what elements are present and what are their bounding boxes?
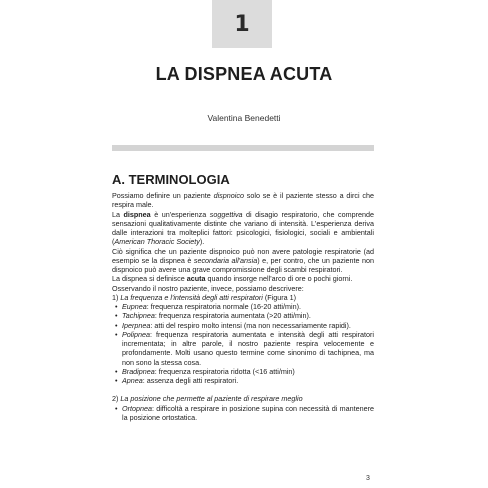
- text-run: La: [112, 209, 124, 219]
- definition: : difficoltà a respirare in posizione supina con necessità di mantenere la posizione ortostatica.: [122, 403, 374, 422]
- page-number: 3: [366, 475, 370, 482]
- italic-term: soggettiva: [209, 209, 243, 219]
- bullet-icon: •: [115, 302, 118, 311]
- list-item: [112, 330, 374, 367]
- definition: : frequenza respiratoria aumentata e intensità degli atti respiratori incrementata; in altre parole, il nostro paziente respira velocemente e profondamente. Molti usano questo termine come sinonimo di tachipnea, ma non sono la stessa cosa.: [122, 329, 374, 367]
- section-heading: A. TERMINOLOGIA: [112, 172, 230, 187]
- list-item: [112, 321, 374, 330]
- list-2: [112, 404, 374, 423]
- list-title: La posizione che permette al paziente di respirare meglio: [120, 394, 303, 404]
- paragraph-1: [112, 191, 374, 210]
- paragraph-4: [112, 274, 374, 283]
- author-name: Valentina Benedetti: [207, 113, 281, 123]
- list-item: [112, 302, 374, 311]
- paragraph-5: Osservando il nostro paziente, invece, possiamo descrivere:: [112, 283, 304, 293]
- bold-term: acuta: [186, 274, 206, 284]
- list-number: 2): [112, 394, 119, 404]
- text-run: Ciò significa che un paziente dispnoico può non avere patologie respiratorie (ad esempio se la dispnea è: [112, 246, 374, 265]
- paragraph-2: [112, 210, 374, 247]
- list-2-heading: [112, 394, 374, 403]
- bullet-icon: •: [115, 329, 118, 339]
- text-run: La dispnea si definisce: [112, 274, 187, 284]
- text-run: Possiamo definire un paziente: [112, 191, 214, 200]
- term: Tachipnea: [122, 311, 155, 321]
- bullet-icon: •: [115, 376, 118, 385]
- chapter-title: LA DISPNEA ACUTA: [155, 64, 333, 84]
- text-run: ) e, per contro, che un paziente non dispnoico può avere una grave compromissione degli scambi respiratori.: [112, 255, 374, 274]
- text-run: di disagio respiratorio, che comprende sensazioni qualitativamente distinte che variano di intensità. L'esperienza deriva dalle interazioni tra molteplici fattori: psicologici, fisiologici, sociali e ambientali (: [112, 209, 374, 247]
- italic-term: dispnoico: [213, 191, 244, 200]
- chapter-number-box: [212, 0, 272, 48]
- italic-term: secondaria all'ansia: [193, 255, 258, 265]
- term: Polipnea: [122, 329, 150, 339]
- term: Iperpnea: [122, 320, 151, 330]
- term: Eupnea: [122, 302, 147, 311]
- chapter-number: 1: [234, 11, 250, 37]
- text-run: solo se è il paziente stesso a dirci che respira male.: [112, 191, 374, 210]
- definition: : assenza degli atti respiratori.: [142, 376, 239, 385]
- list-item: [112, 311, 374, 320]
- list-1: [112, 302, 374, 385]
- italic-term: American Thoracic Society: [114, 237, 200, 247]
- list-item: [112, 404, 374, 423]
- list-number: 1): [112, 292, 119, 302]
- section-divider: [112, 145, 374, 151]
- term: Ortopnea: [122, 403, 152, 413]
- paragraph-3: [112, 247, 374, 275]
- bullet-icon: •: [115, 320, 118, 330]
- term: Apnea: [122, 376, 143, 385]
- bold-term: dispnea: [123, 209, 151, 219]
- list-title: La frequenza e l'intensità degli atti respiratori: [120, 292, 263, 302]
- definition: : frequenza respiratoria normale (16-20 atti/min).: [146, 302, 301, 311]
- list-item: [112, 376, 374, 385]
- definition: : atti del respiro molto intensi (ma non necessariamente rapidi).: [150, 320, 351, 330]
- bullet-icon: •: [115, 311, 118, 321]
- list-1-heading: [112, 293, 374, 302]
- spacer: [112, 385, 374, 394]
- list-item: [112, 367, 374, 376]
- definition: : frequenza respiratoria aumentata (>20 atti/min).: [154, 311, 311, 321]
- term: Bradipnea: [122, 366, 155, 376]
- text-run: è un'esperienza: [150, 209, 210, 219]
- body-text: [112, 191, 374, 422]
- bullet-icon: •: [115, 403, 118, 413]
- text-run: quando insorge nell'arco di ore o pochi giorni.: [205, 274, 353, 284]
- text-run: ).: [199, 237, 205, 247]
- definition: : frequenza respiratoria ridotta (<16 atti/min): [154, 366, 295, 376]
- figure-ref: (Figura 1): [262, 292, 296, 302]
- bullet-icon: •: [115, 366, 118, 376]
